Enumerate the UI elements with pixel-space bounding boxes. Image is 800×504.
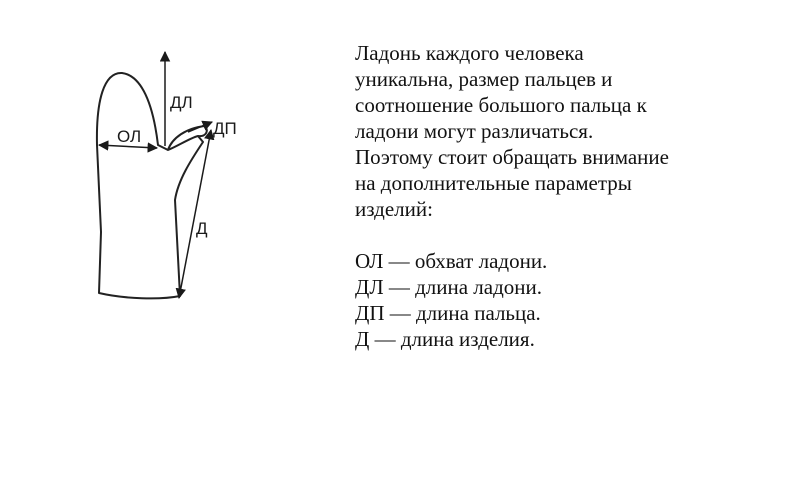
description-line: на дополнительные параметры xyxy=(355,171,632,195)
description-line: Ладонь каждого человека xyxy=(355,41,584,65)
legend-item: Д — длина изделия. xyxy=(355,327,535,351)
description-line: Поэтому стоит обращать внимание xyxy=(355,145,669,169)
description-line: соотношение большого пальца к xyxy=(355,93,647,117)
mitten-svg xyxy=(0,0,340,504)
legend-item: ОЛ — обхват ладони. xyxy=(355,249,548,273)
legend-item: ДЛ — длина ладони. xyxy=(355,275,542,299)
mitten-diagram xyxy=(0,0,340,504)
description-line: изделий: xyxy=(355,197,433,221)
thumb-length-arrow xyxy=(188,122,212,132)
label-item-length: Д xyxy=(196,219,208,238)
description-block xyxy=(355,40,785,352)
label-palm-girth: ОЛ xyxy=(117,127,142,146)
description-line: ладони могут различаться. xyxy=(355,119,594,143)
label-palm-length: ДЛ xyxy=(170,93,193,112)
label-thumb-length: ДП xyxy=(213,119,237,138)
legend-item: ДП — длина пальца. xyxy=(355,301,541,325)
description-line: уникальна, размер пальцев и xyxy=(355,67,613,91)
paragraph-gap xyxy=(355,222,785,248)
